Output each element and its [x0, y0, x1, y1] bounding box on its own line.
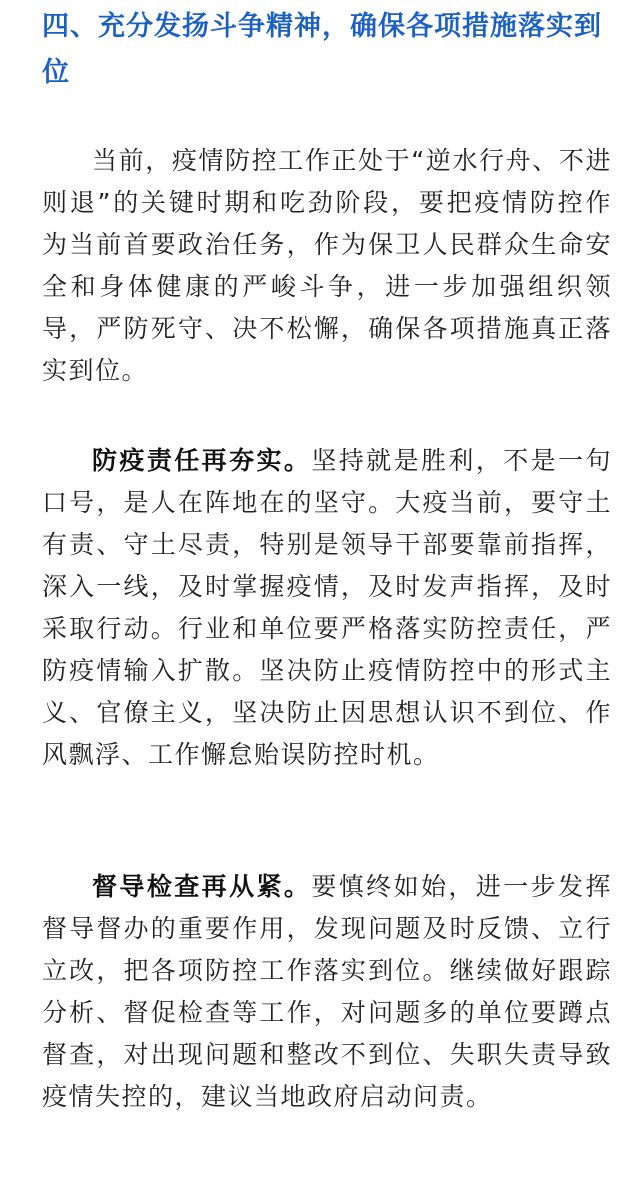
paragraph-text: 要慎终如始，进一步发挥督导督办的重要作用，发现问题及时反馈、立行立改，把各项防控工作落实到位。继续做好跟踪分析、督促检查等工作，对问题多的单位要蹲点督查，对出现问题和整改不到位、失职失责导致疫情失控的，建议当地政府启动问责。 — [42, 872, 612, 1111]
paragraph-text: 坚持就是胜利，不是一句口号，是人在阵地在的坚守。大疫当前，要守土有责、守土尽责，特别是领导干部要靠前指挥，深入一线，及时掌握疫情，及时发声指挥，及时采取行动。行业和单位要严格落实防控责任，严防疫情输入扩散。坚决防止疫情防控中的形式主义、官僚主义，坚决防止因思想认识不到位、作风飘浮、工作懈怠贻误防控时机。 — [42, 446, 612, 769]
paragraph-responsibility — [42, 440, 612, 776]
section-heading: 四、充分发扬斗争精神，确保各项措施落实到位 — [42, 11, 602, 88]
paragraph-text: 当前，疫情防控工作正处于“逆水行舟、不进则退”的关键时期和吃劲阶段，要把疫情防控作为当前首要政治任务，作为保卫人民群众生命安全和身体健康的严峻斗争，进一步加强组织领导，严防死守、决不松懈，确保各项措施真正落实到位。 — [42, 146, 612, 385]
paragraph-intro — [42, 140, 612, 392]
paragraph-lead: 督导检查再从紧。 — [92, 872, 312, 901]
paragraph-lead: 防疫责任再夯实。 — [92, 446, 312, 475]
paragraph-supervision — [42, 866, 612, 1118]
